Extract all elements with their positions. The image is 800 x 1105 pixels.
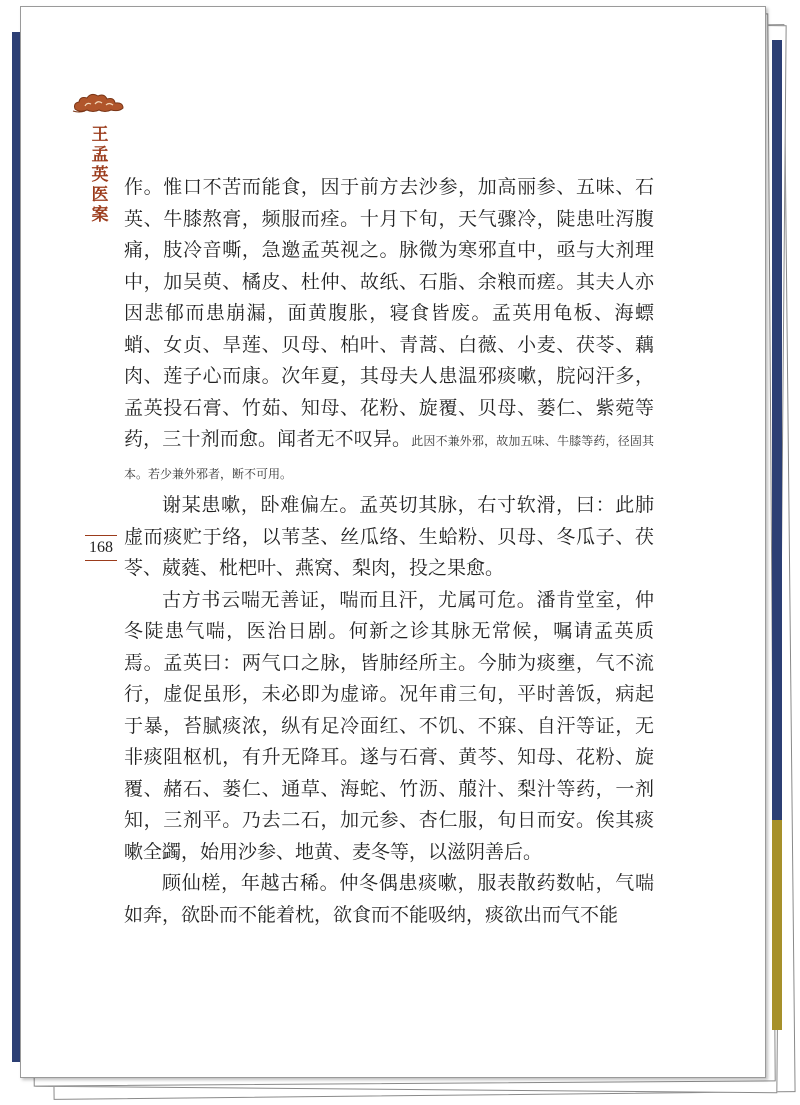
- paragraph: 古方书云喘无善证，喘而且汗，尤属可危。潘肯堂室，仲冬陡患气喘，医治日剧。何新之诊其脉无常候，嘱请孟英质焉。孟英曰：两气口之脉，皆肺经所主。今肺为痰壅，气不流行，虚促虽形，未必即为虚谛。况年甫三旬，平时善饭，病起于暴，苔腻痰浓，纵有足冷面红、不饥、不寐、自汗等证，无非痰阻枢机，有升无降耳。遂与石膏、黄芩、知母、花粉、旋覆、赭石、蒌仁、通草、海蛇、竹沥、菔汁、梨汁等药，一剂知，三剂平。乃去二石，加元参、杏仁服，旬日而安。俟其痰嗽全蠲，始用沙参、地黄、麦冬等，以滋阴善后。: [124, 588, 654, 863]
- annotation-note: 此因不兼外邪，故加五味、牛膝等药，径固其本。若少兼外邪者，断不可用。: [124, 434, 654, 481]
- paragraph-text: 作。惟口不苦而能食，因于前方去沙参，加高丽参、五味、石英、牛膝熬膏，频服而痊。十月下旬，天气骤冷，陡患吐泻腹痛，肢冷音嘶，急邀孟英视之。脉微为寒邪直中，亟与大剂理中，加吴萸、橘皮、杜仲、故纸、石脂、余粮而瘥。其夫人亦因悲郁而患崩漏，面黄腹胀，寝食皆废。孟英用龟板、海螵蛸、女贞、旱莲、贝母、柏叶、青蒿、白薇、小麦、茯苓、藕肉、莲子心而康。次年夏，其母夫人患温邪痰嗽，脘闷汗多，孟英投石膏、竹茹、知母、花粉、旋覆、贝母、蒌仁、紫菀等药，三十剂而愈。闻者无不叹异。: [124, 176, 654, 450]
- auspicious-cloud-icon: [71, 91, 127, 115]
- running-title: 王孟英医案: [91, 125, 109, 225]
- paragraph: [124, 172, 654, 490]
- cover-edge-right: [772, 40, 782, 820]
- paragraph: 顾仙槎，年越古稀。仲冬偶患痰嗽，服表散药数帖，气喘如奔，欲卧而不能着枕，欲食而不能吸纳，痰欲出而气不能: [124, 872, 654, 926]
- page-number-block: [83, 535, 119, 561]
- paragraph: 谢某患嗽，卧难偏左。孟英切其脉，右寸软滑，曰：此肺虚而痰贮于络，以苇茎、丝瓜络、生蛤粉、贝母、冬瓜子、茯苓、葳蕤、枇杷叶、燕窝、梨肉，投之果愈。: [124, 494, 654, 579]
- divider: [85, 560, 117, 561]
- body-text: [124, 172, 654, 931]
- page-number: 168: [89, 539, 113, 556]
- cover-edge-gold: [772, 820, 782, 1030]
